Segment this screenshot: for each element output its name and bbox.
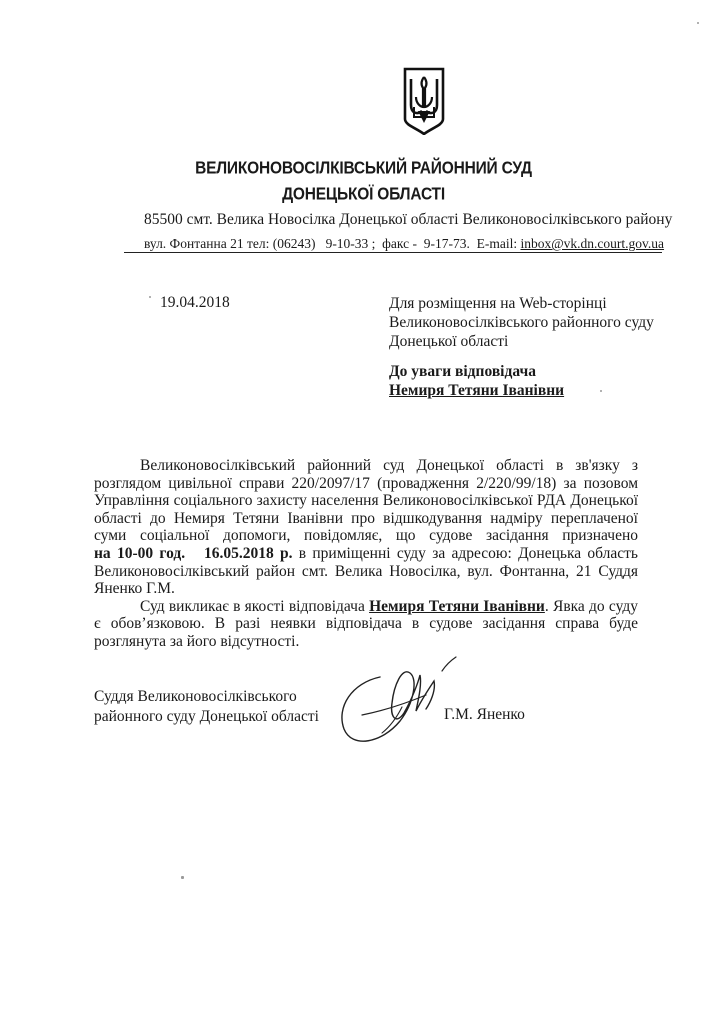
handwritten-signature xyxy=(322,655,468,755)
body-p2-text: Суд викликає в якості відповідача xyxy=(140,597,370,615)
header-divider xyxy=(124,252,662,253)
trident-emblem-icon xyxy=(402,67,446,135)
court-email-link[interactable]: inbox@vk.dn.court.gov.ua xyxy=(520,236,665,251)
court-contacts-line xyxy=(144,236,664,252)
body-p1-end: в приміщенні суду за адресою: Донецька область Великоновосілківський район смт. Велика Новосілка, вул. Фонтанна, 21 Суддя Яненко Г.М. xyxy=(94,544,638,598)
defendant-name-inline: Немиря Тетяни Іванівни xyxy=(369,597,545,615)
body-p2-end: . Явка до суду є обов’язковою. В разі неявки відповідача в судове засідання справа буде розглянута за його відсутності. xyxy=(94,597,638,650)
hearing-time: на 10-00 год. 16.05.2018 р. xyxy=(94,544,293,562)
recipient-line1: Для розміщення на Web-сторінці xyxy=(389,295,607,312)
court-name-line1: ВЕЛИКОНОВОСІЛКІВСЬКИЙ РАЙОННИЙ СУД xyxy=(195,158,532,179)
recipient-line2: Великоновосілківського районного суду xyxy=(389,314,654,331)
scan-speck xyxy=(181,876,184,879)
letter-date: 19.04.2018 xyxy=(160,294,230,311)
judge-name: Г.М. Яненко xyxy=(444,706,525,723)
scan-speck xyxy=(697,22,699,24)
body-paragraph-2 xyxy=(94,598,638,651)
scan-speck xyxy=(600,390,602,392)
judge-line1: Суддя Великоновосілківського xyxy=(94,688,297,705)
recipient-line3: Донецької області xyxy=(389,333,509,350)
attention-label: До уваги відповідача xyxy=(389,363,536,380)
body-paragraph-1 xyxy=(94,457,638,598)
court-name-line2: ДОНЕЦЬКОЇ ОБЛАСТІ xyxy=(282,184,445,205)
judge-title xyxy=(94,687,319,726)
court-address-line: 85500 смт. Велика Новосілка Донецької області Великоновосілківського району xyxy=(144,211,673,228)
recipient-block xyxy=(389,294,709,351)
scan-speck xyxy=(149,296,151,298)
letter-body xyxy=(94,457,638,651)
attention-block xyxy=(389,362,564,400)
court-phone-fax: вул. Фонтанна 21 тел: (06243) 9-10-33 ; факс - 9-17-73. E-mail: xyxy=(144,236,521,251)
body-p1-text: Великоновосілківський районний суд Донецької області в зв'язку з розглядом цивільної справи 220/2097/17 (провадження 2/220/99/18) за позовом Управління соціального захисту населення Великоновосілківської РДА Донецької області до Немиря Тетяни Іванівни про відшкодування надміру переплаченої суми соціальної допомоги, повідомляє, що судове засідання призначено xyxy=(94,457,638,545)
defendant-name: Немиря Тетяни Іванівни xyxy=(389,382,565,399)
judge-line2: районного суду Донецької області xyxy=(94,707,319,725)
